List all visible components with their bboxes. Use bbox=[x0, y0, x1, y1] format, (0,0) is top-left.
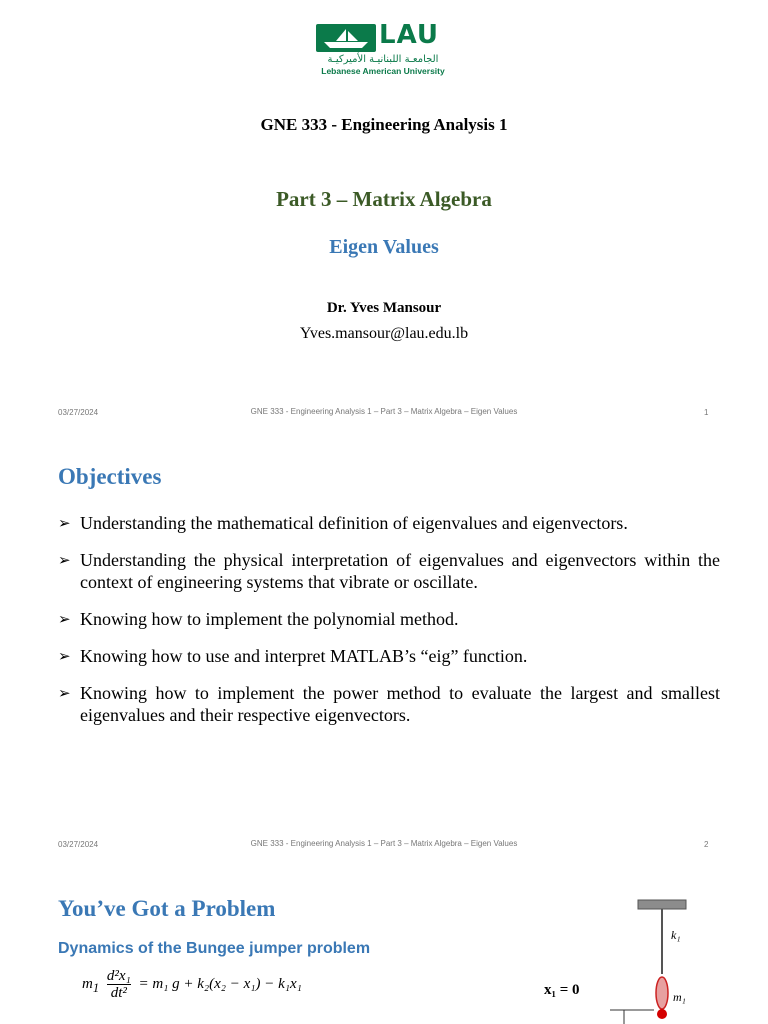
page-number: 2 bbox=[704, 840, 709, 849]
footer-text: GNE 333 - Engineering Analysis 1 – Part 3 – Matrix Algebra – Eigen Values bbox=[250, 407, 518, 416]
author-name: Dr. Yves Mansour bbox=[326, 300, 442, 316]
objectives-slide bbox=[0, 432, 768, 864]
lau-logo bbox=[316, 20, 456, 78]
derivative-fraction: $\frac{\text{d²x₁}}{\text{dt²}}$ bbox=[106, 968, 131, 1001]
list-item: ➢ Understanding the physical interpretation of eigenvalues and eigenvectors within the context of engineering systems that vibrate or oscillate. bbox=[58, 550, 720, 592]
list-item: ➢ Knowing how to use and interpret MATLAB’s “eig” function. bbox=[58, 646, 528, 666]
logo-english-name: Lebanese American University bbox=[321, 66, 445, 76]
topic-title: Eigen Values bbox=[329, 236, 439, 258]
arrow-bullet-icon: ➢ bbox=[58, 514, 71, 532]
logo-arabic-name: الجامعـة اللبنانيـة الأميركيـة bbox=[327, 54, 439, 65]
list-item: ➢ Knowing how to implement the power method to evaluate the largest and smallest eigenvalues and their respective eigenvectors. bbox=[58, 683, 720, 725]
title-slide bbox=[0, 0, 768, 432]
mass-label: m₁ bbox=[673, 990, 686, 1004]
slide-heading: You’ve Got a Problem bbox=[58, 896, 276, 921]
ship-emblem-icon bbox=[316, 24, 376, 52]
footer-date: 03/27/2024 bbox=[58, 408, 99, 417]
bungee-jumper-figure bbox=[610, 880, 710, 1024]
arrow-bullet-icon: ➢ bbox=[58, 647, 71, 665]
arrow-bullet-icon: ➢ bbox=[58, 551, 71, 569]
slide-subheading: Dynamics of the Bungee jumper problem bbox=[58, 940, 371, 957]
arrow-bullet-icon: ➢ bbox=[58, 684, 71, 702]
list-item: ➢ Understanding the mathematical definition of eigenvalues and eigenvectors. bbox=[58, 513, 628, 533]
footer-date: 03/27/2024 bbox=[58, 840, 99, 849]
problem-slide bbox=[0, 864, 768, 1024]
equation-of-motion: $m_1$ $\frac{\text{d²x₁}}{\text{dt²}}$ = m₁ g + k₂(x₂ − x₁) − k₁x₁ bbox=[82, 968, 302, 1001]
course-title: GNE 333 - Engineering Analysis 1 bbox=[260, 115, 508, 134]
position-label: x₁ = 0 bbox=[544, 982, 580, 998]
part-title: Part 3 – Matrix Algebra bbox=[276, 187, 492, 211]
author-email: Yves.mansour@lau.edu.lb bbox=[299, 325, 469, 342]
objectives-list bbox=[58, 512, 720, 741]
page-number: 1 bbox=[704, 408, 709, 417]
list-item: ➢ Knowing how to implement the polynomial method. bbox=[58, 609, 459, 629]
logo-wordmark: LAU bbox=[379, 20, 440, 50]
slide-heading: Objectives bbox=[58, 464, 162, 489]
spring-label: k₁ bbox=[671, 928, 681, 942]
footer-text: GNE 333 - Engineering Analysis 1 – Part 3 – Matrix Algebra – Eigen Values bbox=[250, 839, 518, 848]
arrow-bullet-icon: ➢ bbox=[58, 610, 71, 628]
